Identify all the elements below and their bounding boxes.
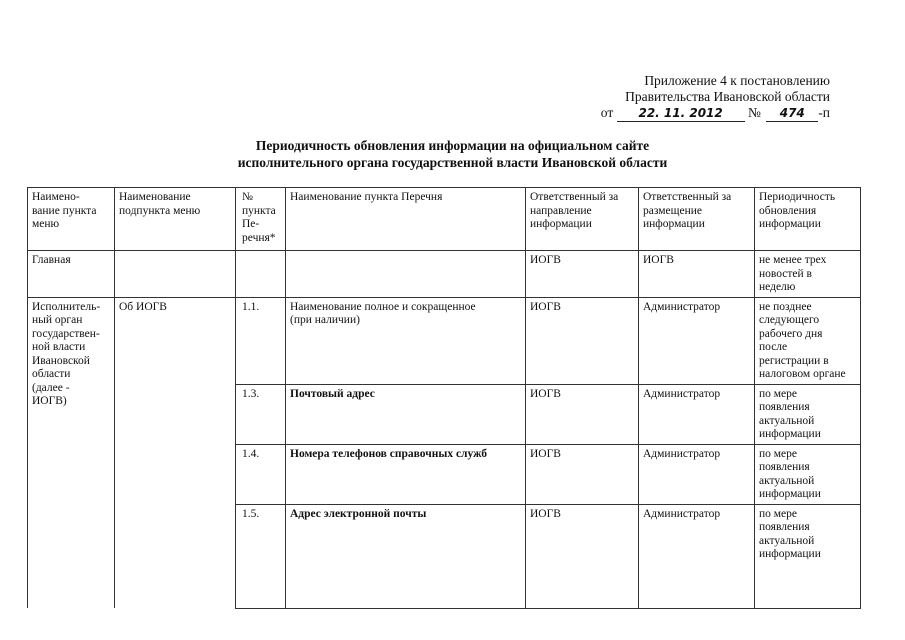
cell-group-menu: Исполнитель- ный орган государствен- ной власти Ивановской области (далее - ИОГВ) — [28, 297, 115, 608]
col-header-number: № пункта Пе- речня* — [236, 188, 286, 251]
appendix-line-2: Правительства Ивановской области — [625, 89, 830, 104]
appendix-date-line — [601, 105, 830, 122]
cell-group-submenu: Об ИОГВ — [115, 297, 236, 608]
cell-item-name: Номера телефонов справочных служб — [286, 444, 526, 504]
appendix-header — [601, 73, 830, 122]
cell-responsible-send: ИОГВ — [526, 384, 639, 444]
col-header-responsible-send: Ответственный за направление информации — [526, 188, 639, 251]
title-line-2: исполнительного органа государственной власти Ивановской области — [237, 155, 668, 170]
cell-responsible-post: Администратор — [639, 384, 755, 444]
col-header-submenu: Наименование подпункта меню — [115, 188, 236, 251]
cell-responsible-send: ИОГВ — [526, 504, 639, 608]
update-frequency-table — [27, 187, 861, 609]
cell-empty — [236, 251, 286, 298]
cell-empty — [286, 251, 526, 298]
cell-item-name: Наименование полное и сокращенное (при наличии) — [286, 297, 526, 384]
cell-period: по мере появления актуальной информации — [755, 504, 861, 608]
cell-responsible-post: ИОГВ — [639, 251, 755, 298]
col-header-item-name: Наименование пункта Перечня — [286, 188, 526, 251]
col-header-menu: Наимено- вание пункта меню — [28, 188, 115, 251]
number-label: № — [748, 105, 761, 120]
cell-item-number: 1.4. — [236, 444, 286, 504]
cell-item-name: Почтовый адрес — [286, 384, 526, 444]
appendix-line-1: Приложение 4 к постановлению — [644, 73, 830, 88]
cell-period: не позднее следующего рабочего дня после регистрации в налоговом органе — [755, 297, 861, 384]
cell-responsible-send: ИОГВ — [526, 444, 639, 504]
cell-responsible-post: Администратор — [639, 297, 755, 384]
table-row — [28, 297, 861, 384]
cell-empty — [115, 251, 236, 298]
header-row — [28, 188, 861, 251]
handwritten-date: 22. 11. 2012 — [617, 105, 745, 122]
cell-item-number: 1.1. — [236, 297, 286, 384]
number-suffix: -п — [818, 105, 830, 120]
col-header-responsible-post: Ответственный за размещение информации — [639, 188, 755, 251]
cell-responsible-send: ИОГВ — [526, 251, 639, 298]
handwritten-number: 474 — [766, 105, 818, 122]
cell-menu-main: Главная — [28, 251, 115, 298]
document-title — [0, 137, 905, 171]
col-header-period: Периодичность обновления информации — [755, 188, 861, 251]
cell-period: по мере появления актуальной информации — [755, 384, 861, 444]
from-label: от — [600, 105, 614, 120]
cell-responsible-send: ИОГВ — [526, 297, 639, 384]
title-line-1: Периодичность обновления информации на официальном сайте — [255, 138, 650, 153]
cell-period: по мере появления актуальной информации — [755, 444, 861, 504]
cell-responsible-post: Администратор — [639, 444, 755, 504]
cell-item-name: Адрес электронной почты — [286, 504, 526, 608]
cell-item-number: 1.5. — [236, 504, 286, 608]
cell-responsible-post: Администратор — [639, 504, 755, 608]
cell-period: не менее трех новостей в неделю — [755, 251, 861, 298]
cell-item-number: 1.3. — [236, 384, 286, 444]
table-row-main — [28, 251, 861, 298]
